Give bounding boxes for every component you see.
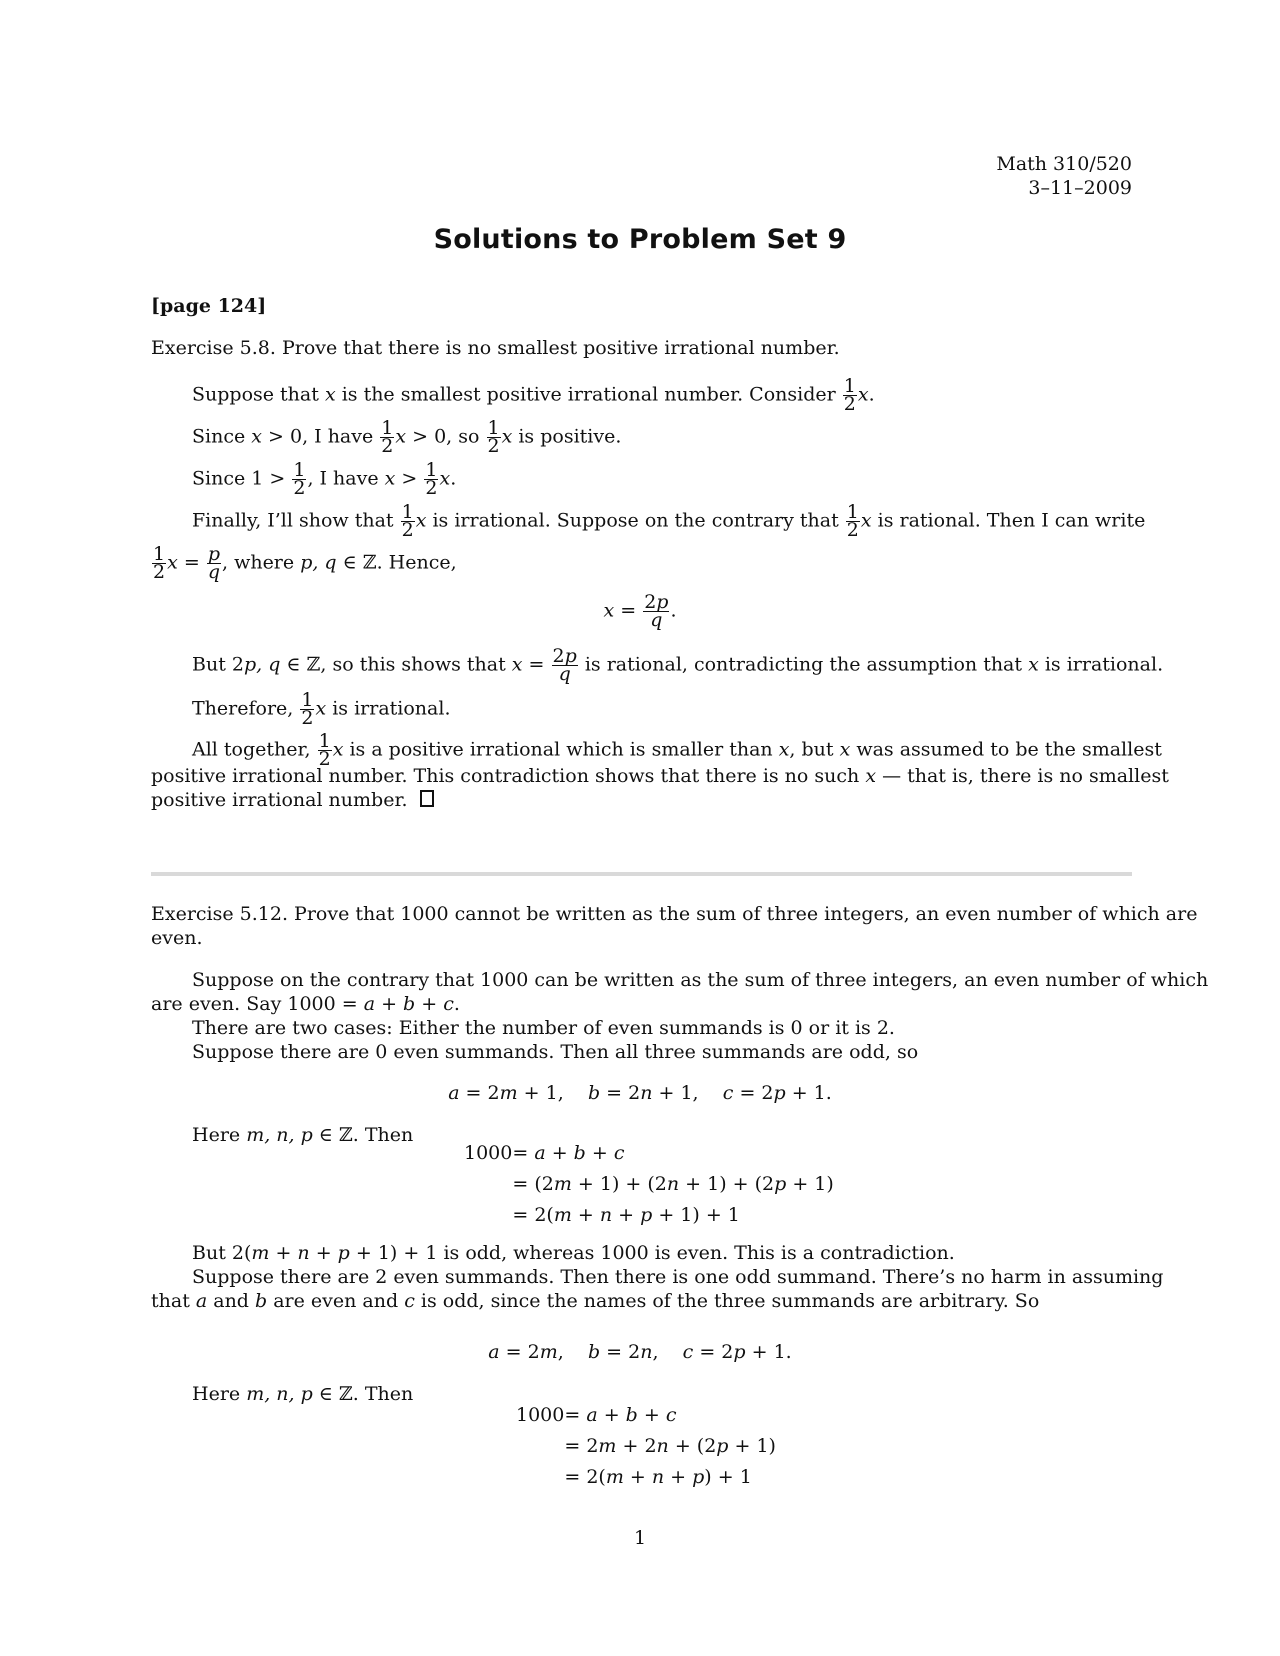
qed-square-icon bbox=[420, 790, 434, 807]
proof-line-9: positive irrational number. This contradiction shows that there is no such x — that is, there is no smallest bbox=[151, 765, 1169, 787]
proof-line-5: $\frac{1}{2}$ x = $\frac{p}{q}$ , where p, q ∈ ℤ. Hence, bbox=[153, 543, 457, 583]
proof2-line-1: Suppose on the contrary that 1000 can be written as the sum of three integers, an even number of which bbox=[192, 969, 1209, 991]
aligned-equations-1: 1000 = a + b + c = (2m + 1) + (2n + 1) + (2p + 1) = 2(m + n + p + 1) + 1 bbox=[464, 1142, 834, 1226]
exercise-5-12-statement-line-2: even. bbox=[151, 927, 203, 949]
exercise-5-12-statement-line-1: Exercise 5.12. Prove that 1000 cannot be written as the sum of three integers, an even number of which are bbox=[151, 903, 1198, 925]
date-label: 3–11–2009 bbox=[1028, 177, 1132, 199]
proof-line-6: But 2p, q ∈ ℤ, so this shows that x = $\frac{2p}{q}$ is rational, contradicting the assumption that x is irrational. bbox=[192, 645, 1164, 685]
display-equation-odd: a = 2m + 1, b = 2n + 1, c = 2p + 1. bbox=[448, 1082, 832, 1104]
proof2-here-then-1: Here m, n, p ∈ ℤ. Then bbox=[192, 1124, 414, 1146]
proof-line-4: Finally, I’ll show that $\frac{1}{2}$ x is irrational. Suppose on the contrary that $\frac{1}{2}$ x is rational. Then I can write bbox=[192, 501, 1146, 541]
proof2-line-2: are even. Say 1000 = a + b + c. bbox=[151, 993, 460, 1015]
proof-line-10: positive irrational number. bbox=[151, 788, 434, 812]
proof2-here-then-2: Here m, n, p ∈ ℤ. Then bbox=[192, 1383, 414, 1405]
page-title: Solutions to Problem Set 9 bbox=[433, 224, 847, 255]
proof2-line-3: There are two cases: Either the number of even summands is 0 or it is 2. bbox=[192, 1017, 895, 1039]
section-divider bbox=[151, 872, 1132, 876]
page-reference: [page 124] bbox=[151, 295, 267, 317]
page-number: 1 bbox=[633, 1527, 647, 1549]
proof-line-7: Therefore, $\frac{1}{2}$ x is irrational. bbox=[192, 689, 451, 729]
display-equation-even: a = 2m, b = 2n, c = 2p + 1. bbox=[488, 1341, 792, 1363]
proof-line-8: All together, $\frac{1}{2}$ x is a positive irrational which is smaller than x, but x was assumed to be the smallest bbox=[192, 730, 1162, 770]
display-equation-x: x = $\frac{2p}{q}$ . bbox=[603, 591, 677, 631]
proof2-line-7: that a and b are even and c is odd, since the names of the three summands are arbitrary. So bbox=[151, 1290, 1040, 1312]
exercise-5-8-statement: Exercise 5.8. Prove that there is no smallest positive irrational number. bbox=[151, 337, 840, 359]
proof2-line-6: Suppose there are 2 even summands. Then there is one odd summand. There’s no harm in assuming bbox=[192, 1266, 1164, 1288]
proof-line-3: Since 1 > $\frac{1}{2}$ , I have x > $\frac{1}{2}$ x. bbox=[192, 459, 457, 499]
proof-line-2: Since x > 0, I have $\frac{1}{2}$ x > 0, so $\frac{1}{2}$ x is positive. bbox=[192, 417, 622, 457]
proof2-line-4: Suppose there are 0 even summands. Then all three summands are odd, so bbox=[192, 1041, 919, 1063]
aligned-equations-2: 1000 = a + b + c = 2m + 2n + (2p + 1) = 2(m + n + p) + 1 bbox=[516, 1404, 776, 1488]
course-label: Math 310/520 bbox=[996, 153, 1132, 175]
proof2-line-5: But 2(m + n + p + 1) + 1 is odd, whereas 1000 is even. This is a contradiction. bbox=[192, 1242, 955, 1264]
proof-line-1: Suppose that x is the smallest positive irrational number. Consider $\frac{1}{2}$ x. bbox=[192, 375, 875, 415]
